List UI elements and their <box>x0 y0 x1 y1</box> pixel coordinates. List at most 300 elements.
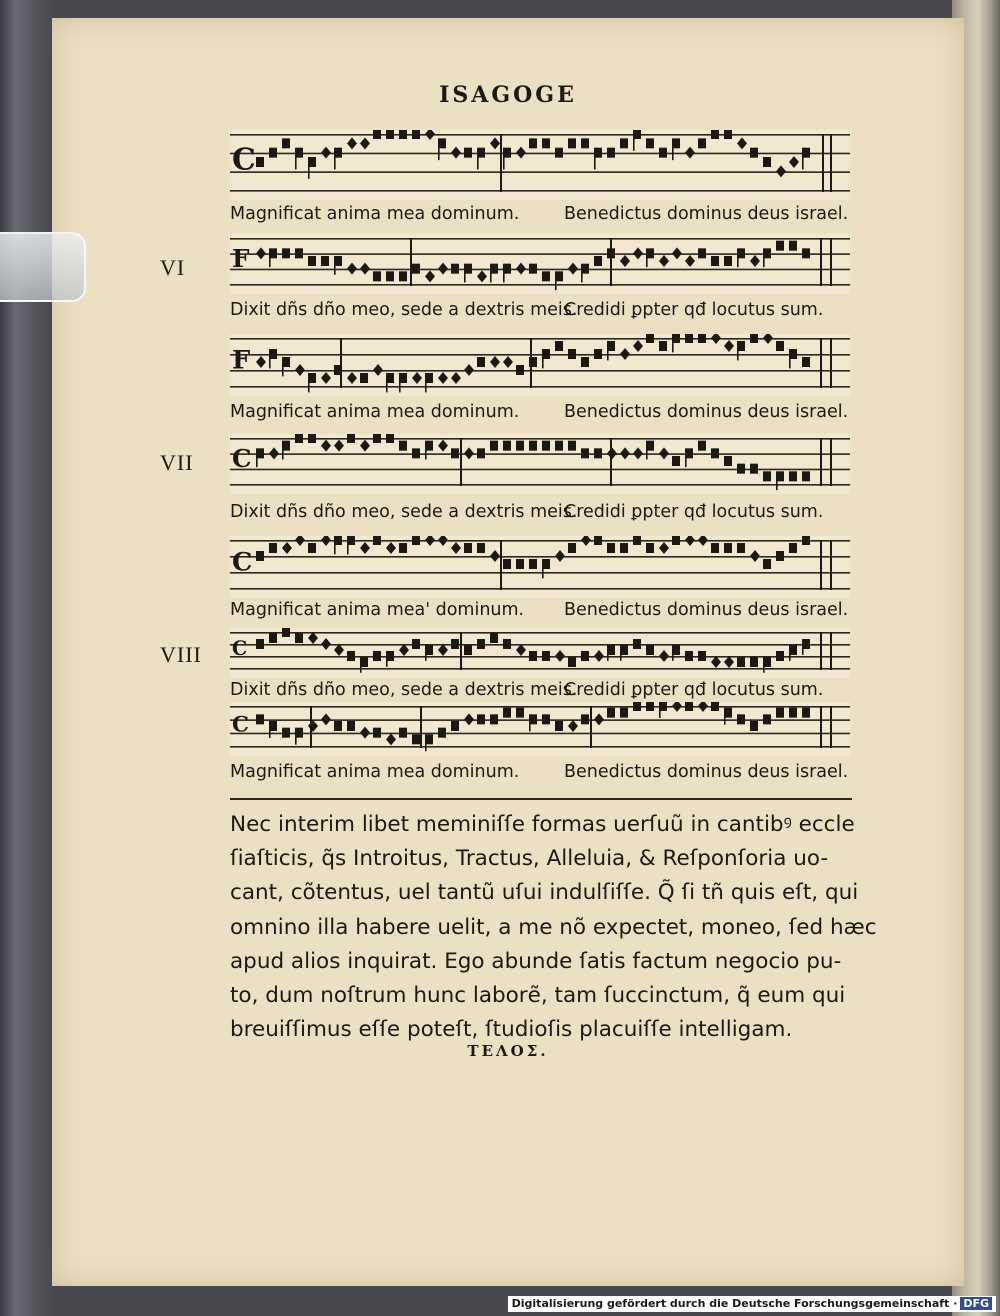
neume-note <box>750 148 758 158</box>
neume-note <box>464 713 474 725</box>
note-stem <box>425 446 427 460</box>
neume-note <box>412 372 422 384</box>
neume-note <box>698 334 706 343</box>
neume-note <box>776 551 784 561</box>
note-stem <box>672 338 674 352</box>
neume-note <box>659 447 669 459</box>
music-staff <box>230 334 850 396</box>
neume-note <box>334 644 344 656</box>
note-stem <box>425 378 427 392</box>
neume-note <box>347 263 357 275</box>
neume-note <box>373 728 381 738</box>
neume-note <box>360 440 370 452</box>
neume-note <box>711 334 721 344</box>
staff-line <box>230 370 850 372</box>
bar-line <box>830 706 832 748</box>
bar-line <box>822 134 824 192</box>
neume-note <box>724 456 732 466</box>
staff-line <box>230 632 850 634</box>
clef-mark: F <box>232 244 250 274</box>
note-stem <box>282 446 284 460</box>
neume-note <box>516 365 524 375</box>
neume-note <box>763 157 771 167</box>
note-stem <box>399 378 401 392</box>
neume-note <box>490 550 500 562</box>
neume-note <box>685 536 695 546</box>
prose-line: breuiſſimus eſſe poteſt, ſtudioſis placuiſſe intelligam. <box>230 1017 793 1043</box>
neume-note <box>295 633 303 643</box>
lyric-right: Credidi ꝑpter qđ locutus sum. <box>564 300 824 320</box>
neume-note <box>373 536 381 545</box>
note-stem <box>295 733 297 745</box>
neume-note <box>711 702 719 711</box>
bar-line <box>820 338 822 388</box>
note-stem <box>386 378 388 392</box>
staff-line <box>230 438 850 440</box>
clef-mark: C <box>232 444 252 474</box>
neume-note <box>711 130 719 139</box>
neume-note <box>698 441 706 451</box>
neume-note <box>516 147 526 159</box>
neume-note <box>542 441 550 451</box>
neume-note <box>698 702 708 712</box>
neume-note <box>555 148 563 158</box>
lyric-right: Benedictus dominus deus israel. <box>564 204 849 224</box>
music-staff <box>230 702 850 756</box>
neume-note <box>399 543 407 553</box>
neume-note <box>555 341 563 351</box>
neume-note <box>542 271 550 281</box>
note-stem <box>334 540 336 554</box>
music-staff <box>230 628 850 678</box>
neume-note <box>594 536 602 545</box>
neume-note <box>529 264 537 274</box>
neume-note <box>646 645 654 655</box>
lyric-left: Dixit dñs dño meo, sede a dextris meis. <box>230 300 578 320</box>
note-stem <box>360 662 362 673</box>
bar-line <box>830 540 832 590</box>
note-stem <box>737 346 739 360</box>
bar-line <box>820 632 822 670</box>
bar-line <box>530 338 532 388</box>
note-stem <box>672 650 674 661</box>
neume-note <box>789 708 797 718</box>
neume-note <box>802 708 810 718</box>
neume-note <box>373 434 381 443</box>
staff-line <box>230 284 850 286</box>
neume-note <box>685 702 693 711</box>
staff-notation <box>230 234 850 294</box>
neume-note <box>646 138 654 148</box>
neume-note <box>503 708 511 718</box>
note-stem <box>308 162 310 179</box>
neume-note <box>386 733 396 745</box>
neume-note <box>282 542 292 554</box>
neume-note <box>412 264 420 274</box>
neume-note <box>724 130 732 139</box>
neume-note <box>399 271 407 281</box>
neume-note <box>373 651 381 661</box>
bar-line <box>820 438 822 486</box>
note-stem <box>347 540 349 554</box>
neume-note <box>789 543 797 553</box>
neume-note <box>672 247 682 259</box>
neume-note <box>256 551 264 561</box>
neume-note <box>789 156 799 168</box>
note-stem <box>269 354 271 368</box>
running-head: ISAGOGE <box>439 82 577 108</box>
lyric-right: Credidi ꝑpter qđ locutus sum. <box>564 680 824 700</box>
neume-note <box>308 543 316 553</box>
neume-note <box>581 448 589 458</box>
neume-note <box>698 138 706 148</box>
music-staff <box>230 130 850 200</box>
music-staff <box>230 536 850 598</box>
bar-line <box>830 338 832 388</box>
neume-note <box>451 448 459 458</box>
neume-note <box>776 341 784 351</box>
staff-line <box>230 269 850 271</box>
neume-note <box>711 448 719 458</box>
neume-note <box>269 148 277 158</box>
neume-note <box>347 372 357 384</box>
neume-note <box>269 543 277 553</box>
neume-note <box>659 542 669 554</box>
neume-note <box>464 447 474 459</box>
note-stem <box>256 453 258 467</box>
neume-note <box>438 263 448 275</box>
neume-note <box>373 271 381 281</box>
neume-note <box>724 256 732 266</box>
neume-note <box>503 441 511 451</box>
neume-note <box>672 702 682 712</box>
neume-note <box>555 550 565 562</box>
neume-note <box>477 714 485 724</box>
neume-note <box>347 721 355 731</box>
neume-note <box>386 542 396 554</box>
clef-mark: C <box>232 636 248 660</box>
prose-line: cant, cõtentus, uel tantũ uſui indulſiſſe. Q̃ ſi tñ quis eſt, qui <box>230 880 859 906</box>
neume-note <box>698 248 706 258</box>
neume-note <box>412 536 420 545</box>
note-stem <box>490 269 492 283</box>
neume-note <box>438 372 448 384</box>
note-stem <box>776 476 778 490</box>
note-stem <box>503 153 505 170</box>
neume-note <box>711 543 719 553</box>
neume-note <box>529 559 537 569</box>
telos-end-mark: ΤΕΛΟΣ. <box>467 1042 549 1060</box>
bar-line <box>820 540 822 590</box>
clef-mark: C <box>232 142 256 178</box>
neume-note <box>503 639 511 649</box>
neume-note <box>438 644 448 656</box>
neume-note <box>516 559 524 569</box>
bar-line <box>830 438 832 486</box>
neume-note <box>425 536 435 546</box>
neume-note <box>711 656 721 668</box>
staff-line <box>230 706 850 708</box>
neume-note <box>360 137 370 149</box>
neume-note <box>776 165 786 177</box>
staff-line <box>230 668 850 670</box>
bar-line <box>460 632 462 670</box>
neume-note <box>399 644 409 656</box>
neume-note <box>737 714 745 724</box>
neume-note <box>295 434 303 443</box>
neume-note <box>672 456 680 466</box>
neume-note <box>516 708 524 718</box>
neume-note <box>685 147 695 159</box>
staff-line <box>230 453 850 455</box>
neume-note <box>516 644 526 656</box>
neume-note <box>659 148 667 158</box>
neume-note <box>464 148 472 158</box>
neume-note <box>503 559 511 569</box>
neume-note <box>607 543 615 553</box>
bar-line <box>590 706 592 748</box>
neume-note <box>763 471 771 481</box>
neume-note <box>737 464 745 474</box>
neume-note <box>412 448 420 458</box>
staff-line <box>230 733 850 735</box>
neume-note <box>568 263 578 275</box>
neume-note <box>516 263 526 275</box>
neume-note <box>607 148 615 158</box>
lyric-right: Credidi ꝑpter qđ locutus sum. <box>564 502 824 522</box>
note-stem <box>334 261 336 275</box>
note-stem <box>672 143 674 160</box>
neume-note <box>282 138 290 148</box>
neume-note <box>685 651 693 661</box>
staff-line <box>230 484 850 486</box>
neume-note <box>256 639 264 649</box>
neume-note <box>750 657 758 667</box>
neume-note <box>477 639 485 649</box>
neume-note <box>269 447 279 459</box>
note-stem <box>295 153 297 170</box>
neume-note <box>542 651 550 661</box>
bar-line <box>410 238 412 286</box>
neume-note <box>386 271 394 281</box>
note-stem <box>542 564 544 578</box>
neume-note <box>789 471 797 481</box>
neume-note <box>308 720 318 732</box>
mode-label-vii: VII <box>160 450 194 475</box>
neume-note <box>633 536 641 545</box>
neume-note <box>633 447 643 459</box>
neume-note <box>529 651 537 661</box>
neume-note <box>464 364 474 376</box>
bar-line <box>500 540 502 590</box>
neume-note <box>373 364 383 376</box>
neume-note <box>334 721 342 731</box>
neume-note <box>672 536 680 545</box>
neume-note <box>620 138 628 148</box>
neume-note <box>399 130 407 139</box>
neume-note <box>256 356 266 368</box>
neume-note <box>555 441 563 451</box>
neume-note <box>451 639 459 649</box>
neume-note <box>477 448 485 458</box>
neume-note <box>347 137 357 149</box>
staff-notation <box>230 334 850 396</box>
neume-note <box>451 264 459 274</box>
neume-note <box>360 542 370 554</box>
neume-note <box>646 702 654 711</box>
neume-note <box>542 714 550 724</box>
note-stem <box>334 153 336 170</box>
staff-line <box>230 386 850 388</box>
neume-note <box>594 256 602 266</box>
staff-line <box>230 588 850 590</box>
lyric-left: Magnificat anima mea' dominum. <box>230 600 525 620</box>
note-stem <box>763 253 765 267</box>
neume-note <box>594 349 602 359</box>
staff-notation <box>230 628 850 678</box>
note-stem <box>425 739 427 751</box>
neume-note <box>256 247 266 259</box>
note-stem <box>438 143 440 160</box>
note-stem <box>503 269 505 283</box>
neume-note <box>321 638 331 650</box>
clef-mark: C <box>232 547 253 578</box>
staff-line <box>230 190 850 192</box>
neume-note <box>308 632 318 644</box>
neume-note <box>425 130 435 140</box>
bar-line <box>830 632 832 670</box>
note-stem <box>763 662 765 673</box>
neume-note <box>620 255 630 267</box>
neume-note <box>412 639 420 649</box>
dfg-logo: DFG <box>960 1297 992 1310</box>
page-clip <box>0 232 86 302</box>
neume-note <box>360 727 370 739</box>
neume-note <box>464 645 472 655</box>
staff-notation <box>230 702 850 756</box>
neume-note <box>503 356 513 368</box>
neume-note <box>620 708 628 718</box>
lyric-left: Magnificat anima mea dominum. <box>230 204 520 224</box>
neume-note <box>451 147 461 159</box>
note-stem <box>659 706 661 718</box>
neume-note <box>750 550 760 562</box>
mode-label-vi: VI <box>160 255 186 280</box>
note-stem <box>594 153 596 170</box>
neume-note <box>412 734 420 744</box>
bar-line <box>310 706 312 748</box>
note-stem <box>607 346 609 360</box>
neume-note <box>763 559 771 569</box>
neume-note <box>399 728 407 738</box>
book-page <box>52 18 964 1286</box>
neume-note <box>451 542 461 554</box>
staff-line <box>230 134 850 136</box>
neume-note <box>724 543 732 553</box>
neume-note <box>477 270 487 282</box>
neume-note <box>477 357 485 367</box>
neume-note <box>321 536 331 546</box>
neume-note <box>334 440 344 452</box>
bar-line <box>460 438 462 486</box>
note-stem <box>425 650 427 661</box>
clef-mark: F <box>232 345 251 376</box>
prose-paragraph <box>230 808 877 1047</box>
neume-note <box>763 714 771 724</box>
note-stem <box>542 354 544 368</box>
neume-note <box>802 536 810 545</box>
neume-note <box>724 656 734 668</box>
neume-note <box>659 255 669 267</box>
neume-note <box>802 471 810 481</box>
note-stem <box>581 269 583 283</box>
staff-notation <box>230 130 850 200</box>
neume-note <box>256 157 264 167</box>
lyric-left: Dixit dñs dño meo, sede a dextris meis. <box>230 502 578 522</box>
note-stem <box>477 153 479 170</box>
neume-note <box>633 247 643 259</box>
bar-line <box>340 338 342 388</box>
neume-note <box>776 241 784 251</box>
neume-note <box>776 651 784 661</box>
staff-line <box>230 253 850 255</box>
neume-note <box>425 270 435 282</box>
bar-line <box>820 238 822 286</box>
neume-note <box>360 373 368 383</box>
neume-note <box>594 713 604 725</box>
staff-line <box>230 171 850 173</box>
note-stem <box>802 644 804 655</box>
neume-note <box>633 639 641 649</box>
note-stem <box>464 269 466 283</box>
neume-note <box>659 341 667 351</box>
bar-line <box>820 706 822 748</box>
bar-line <box>830 238 832 286</box>
note-stem <box>308 378 310 392</box>
neume-note <box>555 650 565 662</box>
digitization-credit <box>508 1296 996 1312</box>
neume-note <box>308 434 316 443</box>
neume-note <box>542 138 550 148</box>
staff-line <box>230 354 850 356</box>
neume-note <box>438 536 448 546</box>
neume-note <box>737 137 747 149</box>
note-stem <box>269 253 271 267</box>
neume-note <box>750 721 758 731</box>
neume-note <box>646 334 654 343</box>
note-stem <box>607 650 609 661</box>
neume-note <box>802 357 810 367</box>
bar-line <box>610 438 612 486</box>
neume-note <box>555 721 563 731</box>
neume-note <box>620 543 628 553</box>
staff-notation <box>230 434 850 494</box>
neume-note <box>399 441 407 451</box>
neume-note <box>750 255 760 267</box>
neume-note <box>308 256 316 266</box>
neume-note <box>568 657 576 667</box>
neume-note <box>386 434 394 443</box>
note-stem <box>724 713 726 725</box>
neume-note <box>698 536 708 546</box>
neume-note <box>659 650 669 662</box>
lyric-left: Dixit dñs dño meo, sede a dextris meis. <box>230 680 578 700</box>
neume-note <box>750 334 758 343</box>
mode-label-viii: VIII <box>160 642 202 667</box>
lyric-right: Benedictus dominus deus israel. <box>564 762 849 782</box>
neume-note <box>568 543 576 553</box>
neume-note <box>607 708 615 718</box>
